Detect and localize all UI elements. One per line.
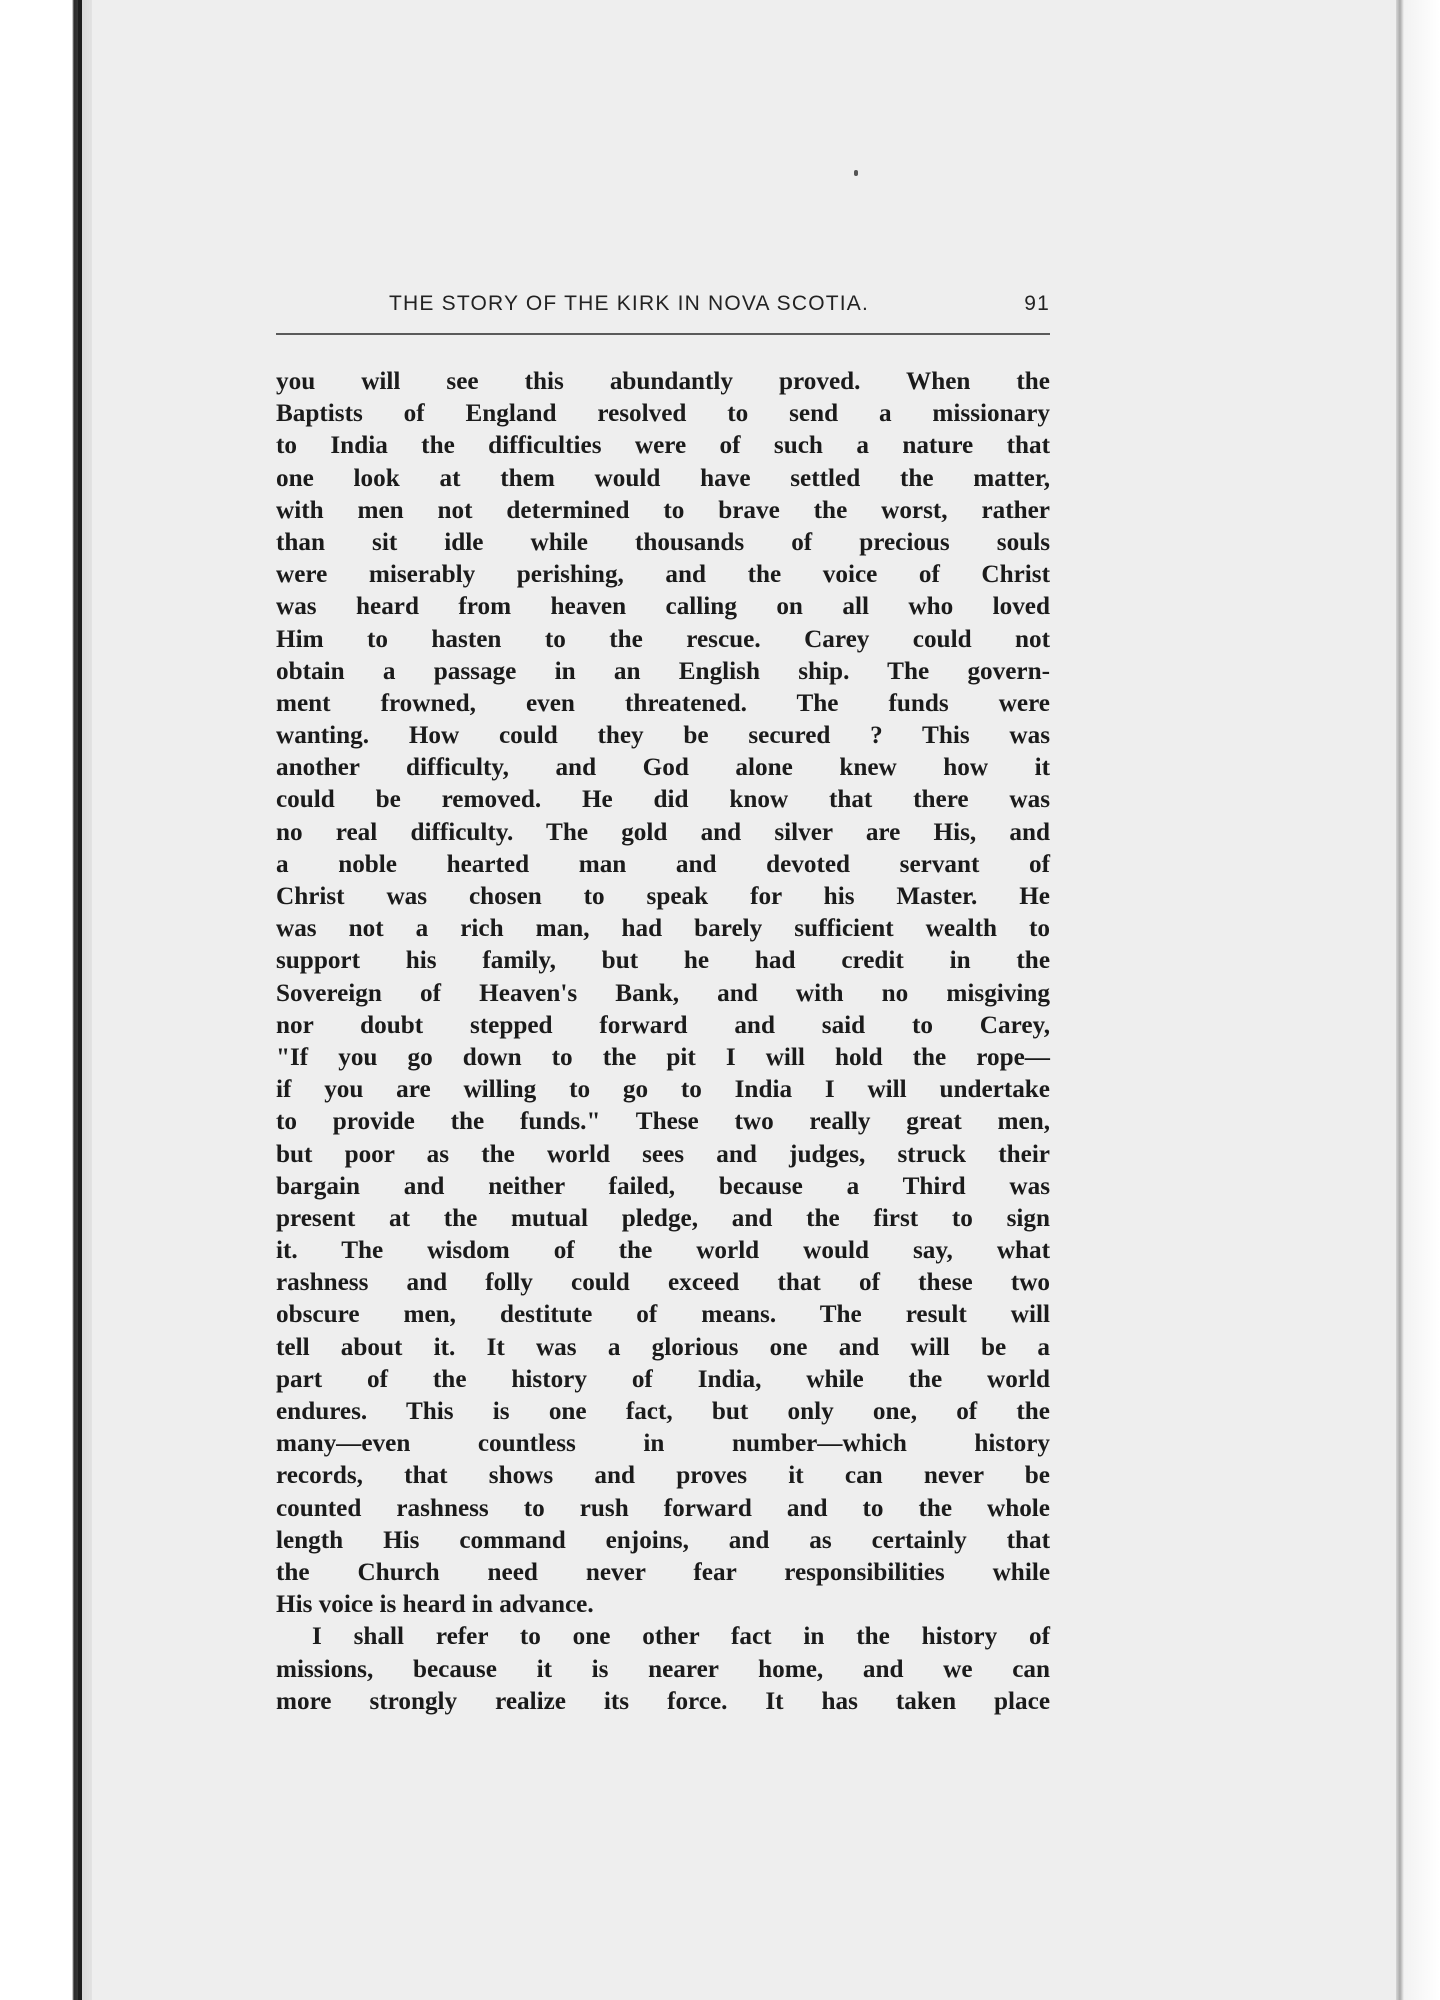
text-line: length His command enjoins, and as certainly that <box>276 1526 1050 1554</box>
text-line: was not a rich man, had barely sufficient wealth to <box>276 915 1050 943</box>
text-line: support his family, but he had credit in the <box>276 947 1050 975</box>
text-line: was heard from heaven calling on all who loved <box>276 593 1050 621</box>
scan-speck <box>854 170 858 176</box>
text-line: Sovereign of Heaven's Bank, and with no misgiving <box>276 979 1050 1007</box>
text-line: than sit idle while thousands of precious souls <box>276 528 1050 556</box>
text-line: to provide the funds." These two really great men, <box>276 1108 1050 1136</box>
text-line: tell about it. It was a glorious one and will be a <box>276 1333 1050 1361</box>
paragraph-end-line: His voice is heard in advance. <box>276 1591 594 1619</box>
text-line: endures. This is one fact, but only one, of the <box>276 1398 1050 1425</box>
page-right-edge <box>1396 0 1440 2000</box>
text-line: obtain a passage in an English ship. The govern- <box>276 657 1050 685</box>
text-line: Christ was chosen to speak for his Master. He <box>276 883 1050 910</box>
running-title: THE STORY OF THE KIRK IN NOVA SCOTIA. <box>389 292 870 315</box>
text-line: nor doubt stepped forward and said to Carey, <box>276 1011 1050 1039</box>
text-line: no real difficulty. The gold and silver are His, and <box>276 818 1050 846</box>
text-line: missions, because it is nearer home, and we can <box>276 1655 1050 1683</box>
text-line: obscure men, destitute of means. The result will <box>276 1301 1050 1329</box>
text-line: the Church need never fear responsibilities while <box>276 1558 1050 1586</box>
paragraph-start-line: I shall refer to one other fact in the history of <box>312 1623 1050 1651</box>
text-line: were miserably perishing, and the voice of Christ <box>276 561 1050 589</box>
running-header <box>276 288 1050 328</box>
text-line: if you are willing to go to India I will undertake <box>276 1076 1050 1104</box>
text-line: but poor as the world sees and judges, struck their <box>276 1140 1050 1168</box>
text-line: could be removed. He did know that there was <box>276 786 1050 814</box>
text-line: to India the difficulties were of such a nature that <box>276 432 1050 460</box>
text-line: "If you go down to the pit I will hold the rope— <box>276 1043 1050 1071</box>
body-text <box>276 366 1050 1718</box>
text-line: records, that shows and proves it can never be <box>276 1462 1050 1490</box>
text-line: wanting. How could they be secured ? This was <box>276 722 1050 750</box>
text-line: more strongly realize its force. It has taken place <box>276 1687 1050 1715</box>
text-line: it. The wisdom of the world would say, what <box>276 1237 1050 1265</box>
text-line: many—even countless in number—which history <box>276 1430 1050 1458</box>
binding-shadow <box>78 0 82 2000</box>
text-line: a noble hearted man and devoted servant of <box>276 850 1050 878</box>
text-line: present at the mutual pledge, and the first to sign <box>276 1204 1050 1232</box>
text-line: with men not determined to brave the worst, rather <box>276 496 1050 524</box>
text-line: counted rashness to rush forward and to the whole <box>276 1494 1050 1522</box>
text-line: one look at them would have settled the matter, <box>276 464 1050 492</box>
text-line: rashness and folly could exceed that of these two <box>276 1269 1050 1297</box>
text-line: ment frowned, even threatened. The funds were <box>276 689 1050 717</box>
text-line: part of the history of India, while the world <box>276 1365 1050 1393</box>
text-line: Him to hasten to the rescue. Carey could not <box>276 625 1050 653</box>
text-line: you will see this abundantly proved. When the <box>276 368 1050 395</box>
header-rule <box>276 333 1050 335</box>
text-line: Baptists of England resolved to send a missionary <box>276 400 1050 428</box>
page-number: 91 <box>1024 292 1050 315</box>
text-line: bargain and neither failed, because a Third was <box>276 1172 1050 1200</box>
text-line: another difficulty, and God alone knew how it <box>276 754 1050 782</box>
